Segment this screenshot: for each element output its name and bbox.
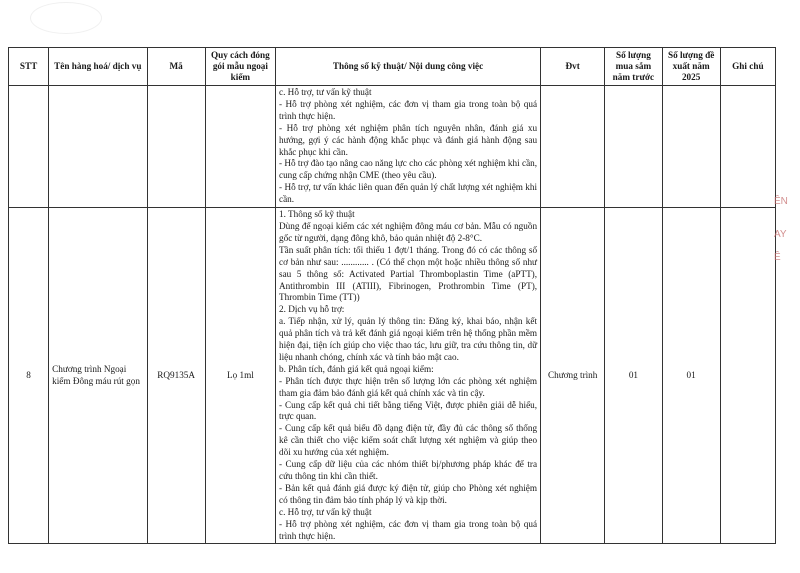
stamp-text: ÊN	[774, 196, 788, 207]
cell-stt-empty	[9, 86, 49, 208]
cell-mua-sam: 01	[605, 208, 662, 544]
cell-quy-empty	[205, 86, 275, 208]
spec-line: a. Tiếp nhận, xử lý, quản lý thông tin: Đăng ký, khai báo, nhận kết quả phân tích và trả kết đánh giá ngoại kiểm trên hệ thống phần mềm hiện đại, tiện ích giúp cho việc thao tác, lưu giữ, tra cứu thông tin, dữ liệu nhanh chóng, chính xác và tính bảo mật cao.	[279, 316, 538, 362]
spec-line: - Phân tích được thực hiện trên số lượng lớn các phòng xét nghiệm tham gia đảm bảo đánh giá kết quả chính xác và tin cậy.	[279, 375, 538, 398]
faint-seal-mark	[30, 2, 102, 34]
spec-line: - Hỗ trợ phòng xét nghiệm phân tích nguyên nhân, đánh giá xu hướng, gợi ý các hành động khắc phục và đánh giá hành động sau khắc phục khi cần.	[279, 122, 538, 157]
cell-ghi-chu	[720, 208, 775, 544]
cell-spec-continuation	[276, 86, 541, 208]
spec-line: - Hỗ trợ phòng xét nghiệm, các đơn vị tham gia trong toàn bộ quá trình thực hiện.	[279, 518, 538, 541]
cell-ghi-empty	[720, 86, 775, 208]
header-name: Tên hàng hoá/ dịch vụ	[49, 48, 147, 86]
header-mua-sam: Số lượng mua sắm năm trước	[605, 48, 662, 86]
header-ma: Mã	[147, 48, 205, 86]
header-ghi-chu: Ghi chú	[720, 48, 775, 86]
spec-line: - Cung cấp kết quả biểu đồ dạng điện tử, đầy đủ các thông số thống kê cần thiết cho việc kiểm soát chất lượng xét nghiệm và giúp theo dõi xu hướng của xét nghiệm.	[279, 423, 538, 458]
specification-table	[8, 47, 776, 544]
cell-de-empty	[662, 86, 720, 208]
cell-mua-empty	[605, 86, 662, 208]
header-quy-cach: Quy cách đóng gói mẫu ngoại kiểm	[205, 48, 275, 86]
table-row-continuation	[9, 86, 776, 208]
header-stt: STT	[9, 48, 49, 86]
spec-line: Dùng để ngoại kiểm các xét nghiệm đông máu cơ bản. Mẫu có nguồn gốc từ người, dạng đông khô, bảo quản nhiệt độ 2-8°C.	[279, 220, 538, 243]
cell-ma: RQ9135A	[147, 208, 205, 544]
spec-line: c. Hỗ trợ, tư vấn kỹ thuật	[279, 87, 372, 97]
cell-spec	[276, 208, 541, 544]
cell-dvt: Chương trình	[541, 208, 605, 544]
spec-line: - Hỗ trợ đào tạo nâng cao năng lực cho các phòng xét nghiệm khi cần, cung cấp chứng nhận CME (theo yêu cầu).	[279, 158, 538, 181]
stamp-text: AY	[774, 229, 787, 240]
spec-line: Tần suất phân tích: tối thiểu 1 đợt/1 tháng. Trong đó có các thông số cơ bản như sau: ............ . (Có thể chọn một hoặc nhiều thông số như sau 5 thông số: Activated Partial Thromboplastin Time (aPTT), Antithrombin III (ATIII), Fibrinogen, Prothrombin Time (PT), Thrombin Time (TT))	[279, 244, 538, 303]
header-de-xuat: Số lượng đề xuất năm 2025	[662, 48, 720, 86]
cell-quy-cach: Lọ 1ml	[205, 208, 275, 544]
margin-stamp-fragment	[774, 195, 800, 285]
spec-line: b. Phân tích, đánh giá kết quả ngoại kiểm:	[279, 363, 434, 374]
cell-name: Chương trình Ngoại kiểm Đông máu rút gọn	[49, 208, 147, 544]
cell-dvt-empty	[541, 86, 605, 208]
header-dvt: Đvt	[541, 48, 605, 86]
spec-line: - Cung cấp kết quả chi tiết bằng tiếng Việt, được phiên giải dễ hiểu, trực quan.	[279, 399, 538, 422]
cell-stt: 8	[9, 208, 49, 544]
spec-line: 2. Dịch vụ hỗ trợ:	[279, 304, 345, 315]
cell-name-empty	[49, 86, 147, 208]
spec-line: 1. Thông số kỹ thuật	[279, 209, 355, 220]
spec-line: - Cung cấp dữ liệu của các nhóm thiết bị/phương pháp khác để tra cứu thông tin khi cần thiết.	[279, 459, 538, 481]
cell-de-xuat: 01	[662, 208, 720, 544]
cell-ma-empty	[147, 86, 205, 208]
spec-line: c. Hỗ trợ, tư vấn kỹ thuật	[279, 506, 372, 517]
spec-line: - Hỗ trợ phòng xét nghiệm, các đơn vị tham gia trong toàn bộ quá trình thực hiện.	[279, 98, 538, 121]
stamp-text: Ê	[774, 252, 781, 263]
spec-line: - Hỗ trợ, tư vấn khác liên quan đến quản lý chất lượng xét nghiệm khi cần.	[279, 182, 538, 205]
table-row-8	[9, 208, 776, 544]
spec-line: - Bản kết quả đánh giá được ký điện tử, giúp cho Phòng xét nghiệm có thông tin đảm bảo tính pháp lý và kịp thời.	[279, 482, 538, 505]
header-spec: Thông số kỹ thuật/ Nội dung công việc	[276, 48, 541, 86]
table-header-row	[9, 48, 776, 86]
